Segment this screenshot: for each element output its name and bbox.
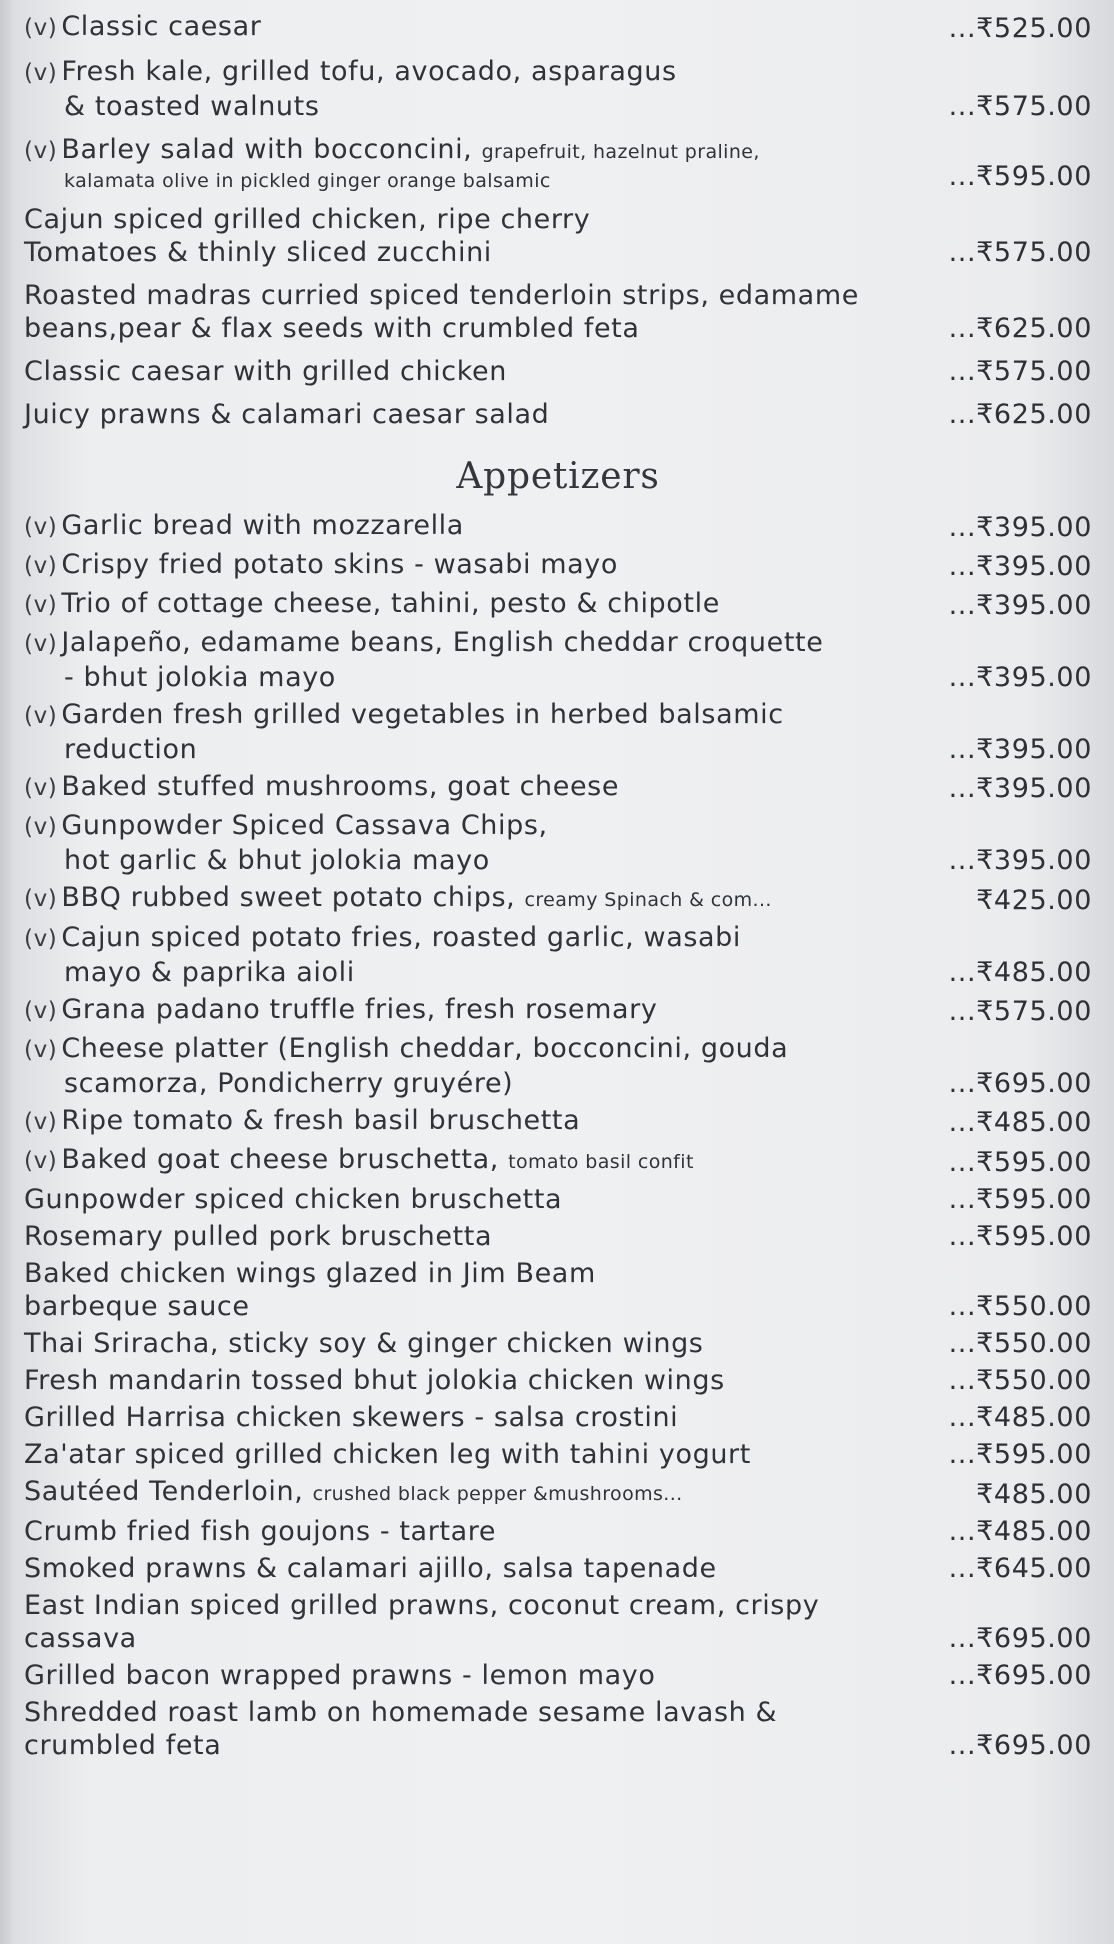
menu-item	[24, 10, 1092, 45]
menu-item-name-continued: mayo & paprika aioli	[64, 957, 355, 988]
menu-item	[24, 881, 1092, 917]
menu-item-description	[24, 509, 941, 544]
menu-item-description	[24, 203, 941, 269]
menu-item-description	[24, 10, 941, 45]
menu-item-description	[24, 1220, 941, 1253]
menu-item-description	[24, 587, 941, 622]
menu-item-name: East Indian spiced grilled prawns, coconut cream, crispy cassava	[24, 1590, 820, 1654]
menu-item-price: ...₹695.00	[948, 1068, 1092, 1099]
vegetarian-marker: (v)	[24, 814, 58, 840]
menu-item	[24, 1183, 1092, 1216]
vegetarian-marker: (v)	[24, 1037, 58, 1063]
menu-item-description	[24, 626, 941, 694]
menu-item-description	[24, 1104, 941, 1139]
menu-item-price: ...₹695.00	[948, 1660, 1092, 1691]
menu-item-price: ...₹395.00	[948, 845, 1092, 876]
menu-item-price: ...₹395.00	[948, 734, 1092, 765]
item-spacer	[24, 123, 1092, 133]
menu-item	[24, 1659, 1092, 1692]
menu-item-description	[24, 279, 941, 345]
menu-item-name: Grana padano truffle fries, fresh rosemary	[61, 994, 658, 1025]
vegetarian-marker: (v)	[24, 138, 58, 164]
menu-item-description	[24, 698, 941, 766]
menu-item-price: ...₹395.00	[948, 551, 1092, 582]
menu-item-name: Gunpowder spiced chicken bruschetta	[24, 1184, 563, 1215]
menu-item	[24, 1438, 1092, 1471]
menu-item-description	[24, 881, 968, 917]
section-title-appetizers: Appetizers	[456, 456, 660, 497]
menu-item-description	[24, 809, 941, 877]
item-spacer	[24, 269, 1092, 279]
menu-item-name: Jalapeño, edamame beans, English cheddar croquette	[61, 627, 824, 658]
vegetarian-marker: (v)	[24, 775, 58, 801]
menu-item-price: ...₹395.00	[948, 773, 1092, 804]
menu-item-description	[24, 1589, 941, 1655]
menu-item-price: ...₹550.00	[948, 1291, 1092, 1322]
menu-item	[24, 1515, 1092, 1548]
menu-item-name: Baked chicken wings glazed in Jim Beam	[24, 1258, 596, 1289]
menu-item-name: Crispy fried potato skins - wasabi mayo	[61, 549, 618, 580]
menu-item-price: ₹485.00	[976, 1479, 1092, 1510]
menu-item-description	[24, 770, 941, 805]
menu-item-price: ...₹595.00	[948, 1184, 1092, 1215]
menu-item-name: Smoked prawns & calamari ajillo, salsa tapenade	[24, 1553, 717, 1584]
menu-item-price: ...₹550.00	[948, 1365, 1092, 1396]
menu-item	[24, 1257, 1092, 1323]
menu-item	[24, 587, 1092, 622]
menu-item-price: ...₹525.00	[948, 13, 1092, 44]
menu-item-name: Baked goat cheese bruschetta,	[61, 1144, 499, 1175]
menu-item-name: Trio of cottage cheese, tahini, pesto & chipotle	[61, 588, 720, 619]
menu-item-price: ...₹595.00	[948, 1439, 1092, 1470]
menu-item-name: Shredded roast lamb on homemade sesame lavash &	[24, 1697, 778, 1728]
menu-item-name: Garden fresh grilled vegetables in herbed balsamic	[61, 699, 784, 730]
menu-item-price: ₹425.00	[976, 885, 1092, 916]
menu-item-price: ...₹395.00	[948, 512, 1092, 543]
menu-item-description	[24, 133, 941, 193]
vegetarian-marker: (v)	[24, 886, 58, 912]
menu-item-description	[24, 1327, 941, 1360]
vegetarian-marker: (v)	[24, 926, 58, 952]
item-spacer	[24, 193, 1092, 203]
menu-item-detail: tomato basil confit	[508, 1151, 694, 1173]
menu-item-name-continued: Tomatoes & thinly sliced zucchini	[24, 237, 492, 268]
menu-item-name-continued: - bhut jolokia mayo	[64, 662, 336, 693]
menu-item-name: Cheese platter (English cheddar, bocconcini, gouda	[61, 1033, 789, 1064]
page-edge-shadow	[0, 0, 14, 1944]
menu-item-name: Classic caesar	[61, 11, 262, 42]
menu-item-price: ...₹695.00	[948, 1623, 1092, 1654]
menu-item-description	[24, 1143, 941, 1179]
menu-item-price: ...₹575.00	[948, 996, 1092, 1027]
item-spacer	[24, 345, 1092, 355]
menu-item	[24, 398, 1092, 431]
menu-item-name: Fresh kale, grilled tofu, avocado, asparagus	[61, 56, 677, 87]
menu-item-price: ...₹595.00	[948, 1221, 1092, 1252]
vegetarian-marker: (v)	[24, 592, 58, 618]
menu-item-description	[24, 1515, 941, 1548]
item-spacer	[24, 388, 1092, 398]
menu-item-description	[24, 1032, 941, 1100]
item-spacer	[24, 1762, 1092, 1766]
menu-item	[24, 203, 1092, 269]
menu-item-description	[24, 1438, 941, 1471]
menu-item	[24, 1696, 1092, 1762]
menu-item	[24, 1552, 1092, 1585]
menu-item-price: ...₹395.00	[948, 590, 1092, 621]
menu-item-name: Barley salad with bocconcini,	[61, 134, 473, 165]
vegetarian-marker: (v)	[24, 631, 58, 657]
menu-item-name: Gunpowder Spiced Cassava Chips,	[61, 810, 548, 841]
menu-item-description	[24, 548, 941, 583]
menu-item	[24, 921, 1092, 989]
menu-item-price: ...₹485.00	[948, 957, 1092, 988]
menu-item	[24, 279, 1092, 345]
vegetarian-marker: (v)	[24, 60, 58, 86]
menu-item-name-continued: hot garlic & bhut jolokia mayo	[64, 845, 490, 876]
vegetarian-marker: (v)	[24, 998, 58, 1024]
menu-item-name: Sautéed Tenderloin,	[24, 1476, 304, 1507]
menu-item	[24, 770, 1092, 805]
salads-section	[24, 10, 1092, 441]
menu-item	[24, 809, 1092, 877]
menu-item	[24, 1220, 1092, 1253]
vegetarian-marker: (v)	[24, 15, 58, 41]
menu-item-description	[24, 1659, 941, 1692]
menu-item	[24, 1401, 1092, 1434]
vegetarian-marker: (v)	[24, 1109, 58, 1135]
menu-item-detail: creamy Spinach & com...	[524, 889, 772, 911]
menu-item-price: ...₹625.00	[948, 399, 1092, 430]
menu-item	[24, 1032, 1092, 1100]
menu-item-price: ...₹595.00	[948, 1147, 1092, 1178]
menu-item-name: Juicy prawns & calamari caesar salad	[24, 399, 550, 430]
menu-item-name-continued: barbeque sauce	[24, 1291, 250, 1322]
menu-item	[24, 993, 1092, 1028]
menu-item-name: Za'atar spiced grilled chicken leg with tahini yogurt	[24, 1439, 751, 1470]
menu-item-price: ...₹395.00	[948, 662, 1092, 693]
menu-item	[24, 1589, 1092, 1655]
menu-item	[24, 133, 1092, 193]
menu-item-description	[24, 1364, 941, 1397]
menu-item-price: ...₹625.00	[948, 313, 1092, 344]
menu-item	[24, 1364, 1092, 1397]
menu-item-price: ...₹595.00	[948, 161, 1092, 192]
item-spacer	[24, 431, 1092, 441]
menu-item-price: ...₹485.00	[948, 1402, 1092, 1433]
menu-item-name: Ripe tomato & fresh basil bruschetta	[61, 1105, 581, 1136]
menu-item-description	[24, 1401, 941, 1434]
vegetarian-marker: (v)	[24, 514, 58, 540]
menu-item-name: Baked stuffed mushrooms, goat cheese	[61, 771, 620, 802]
menu-item-price: ...₹575.00	[948, 237, 1092, 268]
menu-item	[24, 626, 1092, 694]
menu-item	[24, 698, 1092, 766]
menu-item-description	[24, 1257, 941, 1323]
menu-item-description	[24, 1475, 968, 1511]
menu-item-description	[24, 398, 941, 431]
menu-item	[24, 355, 1092, 388]
appetizers-section	[24, 509, 1092, 1766]
menu-item-description	[24, 921, 941, 989]
menu-item-price: ...₹485.00	[948, 1516, 1092, 1547]
menu-item	[24, 1104, 1092, 1139]
menu-item-name-continued: beans,pear & flax seeds with crumbled feta	[24, 313, 640, 344]
menu-item-detail: crushed black pepper &mushrooms...	[312, 1483, 683, 1505]
menu-item-description	[24, 1552, 941, 1585]
menu-item-name: Fresh mandarin tossed bhut jolokia chicken wings	[24, 1365, 725, 1396]
menu-item-name: BBQ rubbed sweet potato chips,	[61, 882, 516, 913]
menu-item-name-continued: & toasted walnuts	[64, 91, 320, 122]
menu-item-name-continued: reduction	[64, 734, 198, 765]
menu-item-price: ...₹575.00	[948, 356, 1092, 387]
menu-item	[24, 509, 1092, 544]
menu-item-detail: grapefruit, hazelnut praline,	[481, 141, 760, 163]
vegetarian-marker: (v)	[24, 1148, 58, 1174]
menu-item-name-continued: crumbled feta	[24, 1730, 222, 1761]
menu-item-price: ...₹695.00	[948, 1730, 1092, 1761]
menu-item	[24, 55, 1092, 123]
menu-item	[24, 548, 1092, 583]
menu-item-description	[24, 1183, 941, 1216]
menu-item-price: ...₹485.00	[948, 1107, 1092, 1138]
menu-item-detail-continued: kalamata olive in pickled ginger orange balsamic	[64, 170, 551, 192]
menu-item-name: Grilled Harrisa chicken skewers - salsa crostini	[24, 1402, 679, 1433]
menu-item-description	[24, 993, 941, 1028]
menu-item-name: Crumb fried fish goujons - tartare	[24, 1516, 497, 1547]
menu-item-price: ...₹550.00	[948, 1328, 1092, 1359]
menu-item-name: Grilled bacon wrapped prawns - lemon mayo	[24, 1660, 656, 1691]
menu-item-name: Thai Sriracha, sticky soy & ginger chicken wings	[24, 1328, 704, 1359]
menu-item-name-continued: scamorza, Pondicherry gruyére)	[64, 1068, 514, 1099]
menu-item-description	[24, 55, 941, 123]
menu-item-name: Cajun spiced grilled chicken, ripe cherry	[24, 204, 591, 235]
vegetarian-marker: (v)	[24, 553, 58, 579]
menu-item	[24, 1475, 1092, 1511]
menu-item-price: ...₹645.00	[948, 1553, 1092, 1584]
menu-item-price: ...₹575.00	[948, 91, 1092, 122]
menu-item-name: Cajun spiced potato fries, roasted garlic, wasabi	[61, 922, 742, 953]
menu-item	[24, 1143, 1092, 1179]
menu-item-name: Classic caesar with grilled chicken	[24, 356, 507, 387]
item-spacer	[24, 45, 1092, 55]
menu-item	[24, 1327, 1092, 1360]
menu-item-description	[24, 1696, 941, 1762]
vegetarian-marker: (v)	[24, 703, 58, 729]
menu-item-name: Rosemary pulled pork bruschetta	[24, 1221, 493, 1252]
menu-item-name: Garlic bread with mozzarella	[61, 510, 464, 541]
menu-item-name: Roasted madras curried spiced tenderloin strips, edamame	[24, 280, 859, 311]
menu-item-description	[24, 355, 941, 388]
